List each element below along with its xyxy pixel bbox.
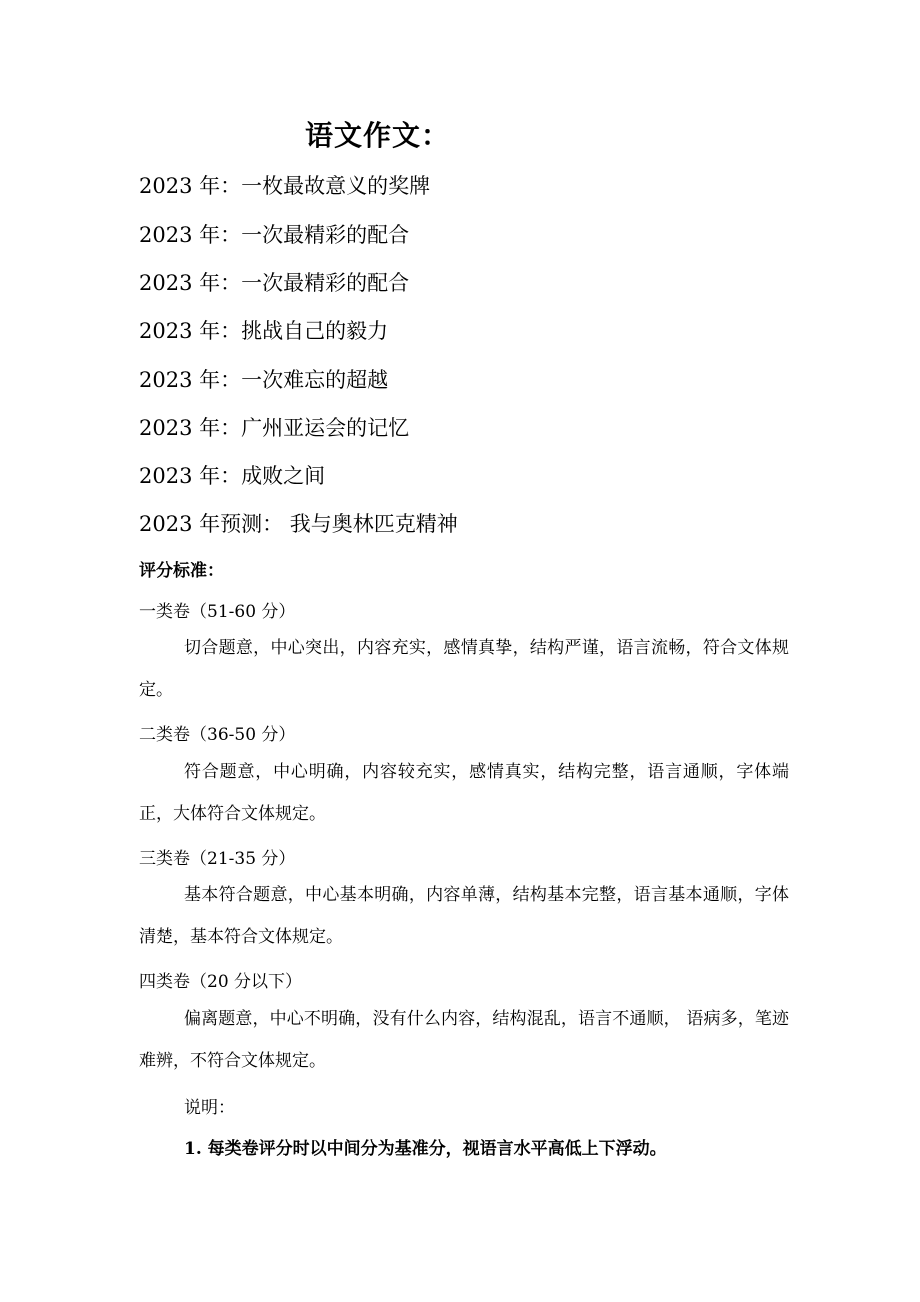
essay-topic: 2023 年：一次最精彩的配合 xyxy=(139,271,410,295)
page-title: 语文作文： xyxy=(305,119,451,152)
category-description: 切合题意，中心突出，内容充实，感情真挚，结构严谨，语言流畅，符合文体规定。 xyxy=(139,638,789,700)
category-label: 三类卷（21-35 分） xyxy=(139,849,296,869)
essay-topic: 2023 年：一枚最故意义的奖牌 xyxy=(139,174,431,198)
essay-topic-prediction: 2023 年预测： 我与奥林匹克精神 xyxy=(139,512,458,536)
essay-topic: 2023 年：广州亚运会的记忆 xyxy=(139,416,410,440)
note-label: 说明： xyxy=(184,1098,235,1118)
category-description: 偏离题意，中心不明确，没有什么内容，结构混乱，语言不通顺， 语病多，笔迹难辨，不符合文体规定。 xyxy=(139,1009,789,1071)
category-description: 符合题意，中心明确，内容较充实，感情真实，结构完整，语言通顺，字体端正，大体符合文体规定。 xyxy=(139,762,789,824)
category-description: 基本符合题意，中心基本明确，内容单薄，结构基本完整，语言基本通顺，字体清楚，基本符合文体规定。 xyxy=(139,885,789,947)
criteria-heading: 评分标准： xyxy=(139,561,224,581)
note-item: 1. 每类卷评分时以中间分为基准分，视语言水平高低上下浮动。 xyxy=(184,1139,667,1159)
essay-topic: 2023 年：一次最精彩的配合 xyxy=(139,223,410,247)
essay-topic: 2023 年：挑战自己的毅力 xyxy=(139,319,389,343)
category-label: 四类卷（20 分以下） xyxy=(139,972,303,992)
essay-topic: 2023 年：成败之间 xyxy=(139,464,326,488)
category-label: 一类卷（51-60 分） xyxy=(139,602,296,622)
essay-topic: 2023 年：一次难忘的超越 xyxy=(139,368,389,392)
category-label: 二类卷（36-50 分） xyxy=(139,725,296,745)
